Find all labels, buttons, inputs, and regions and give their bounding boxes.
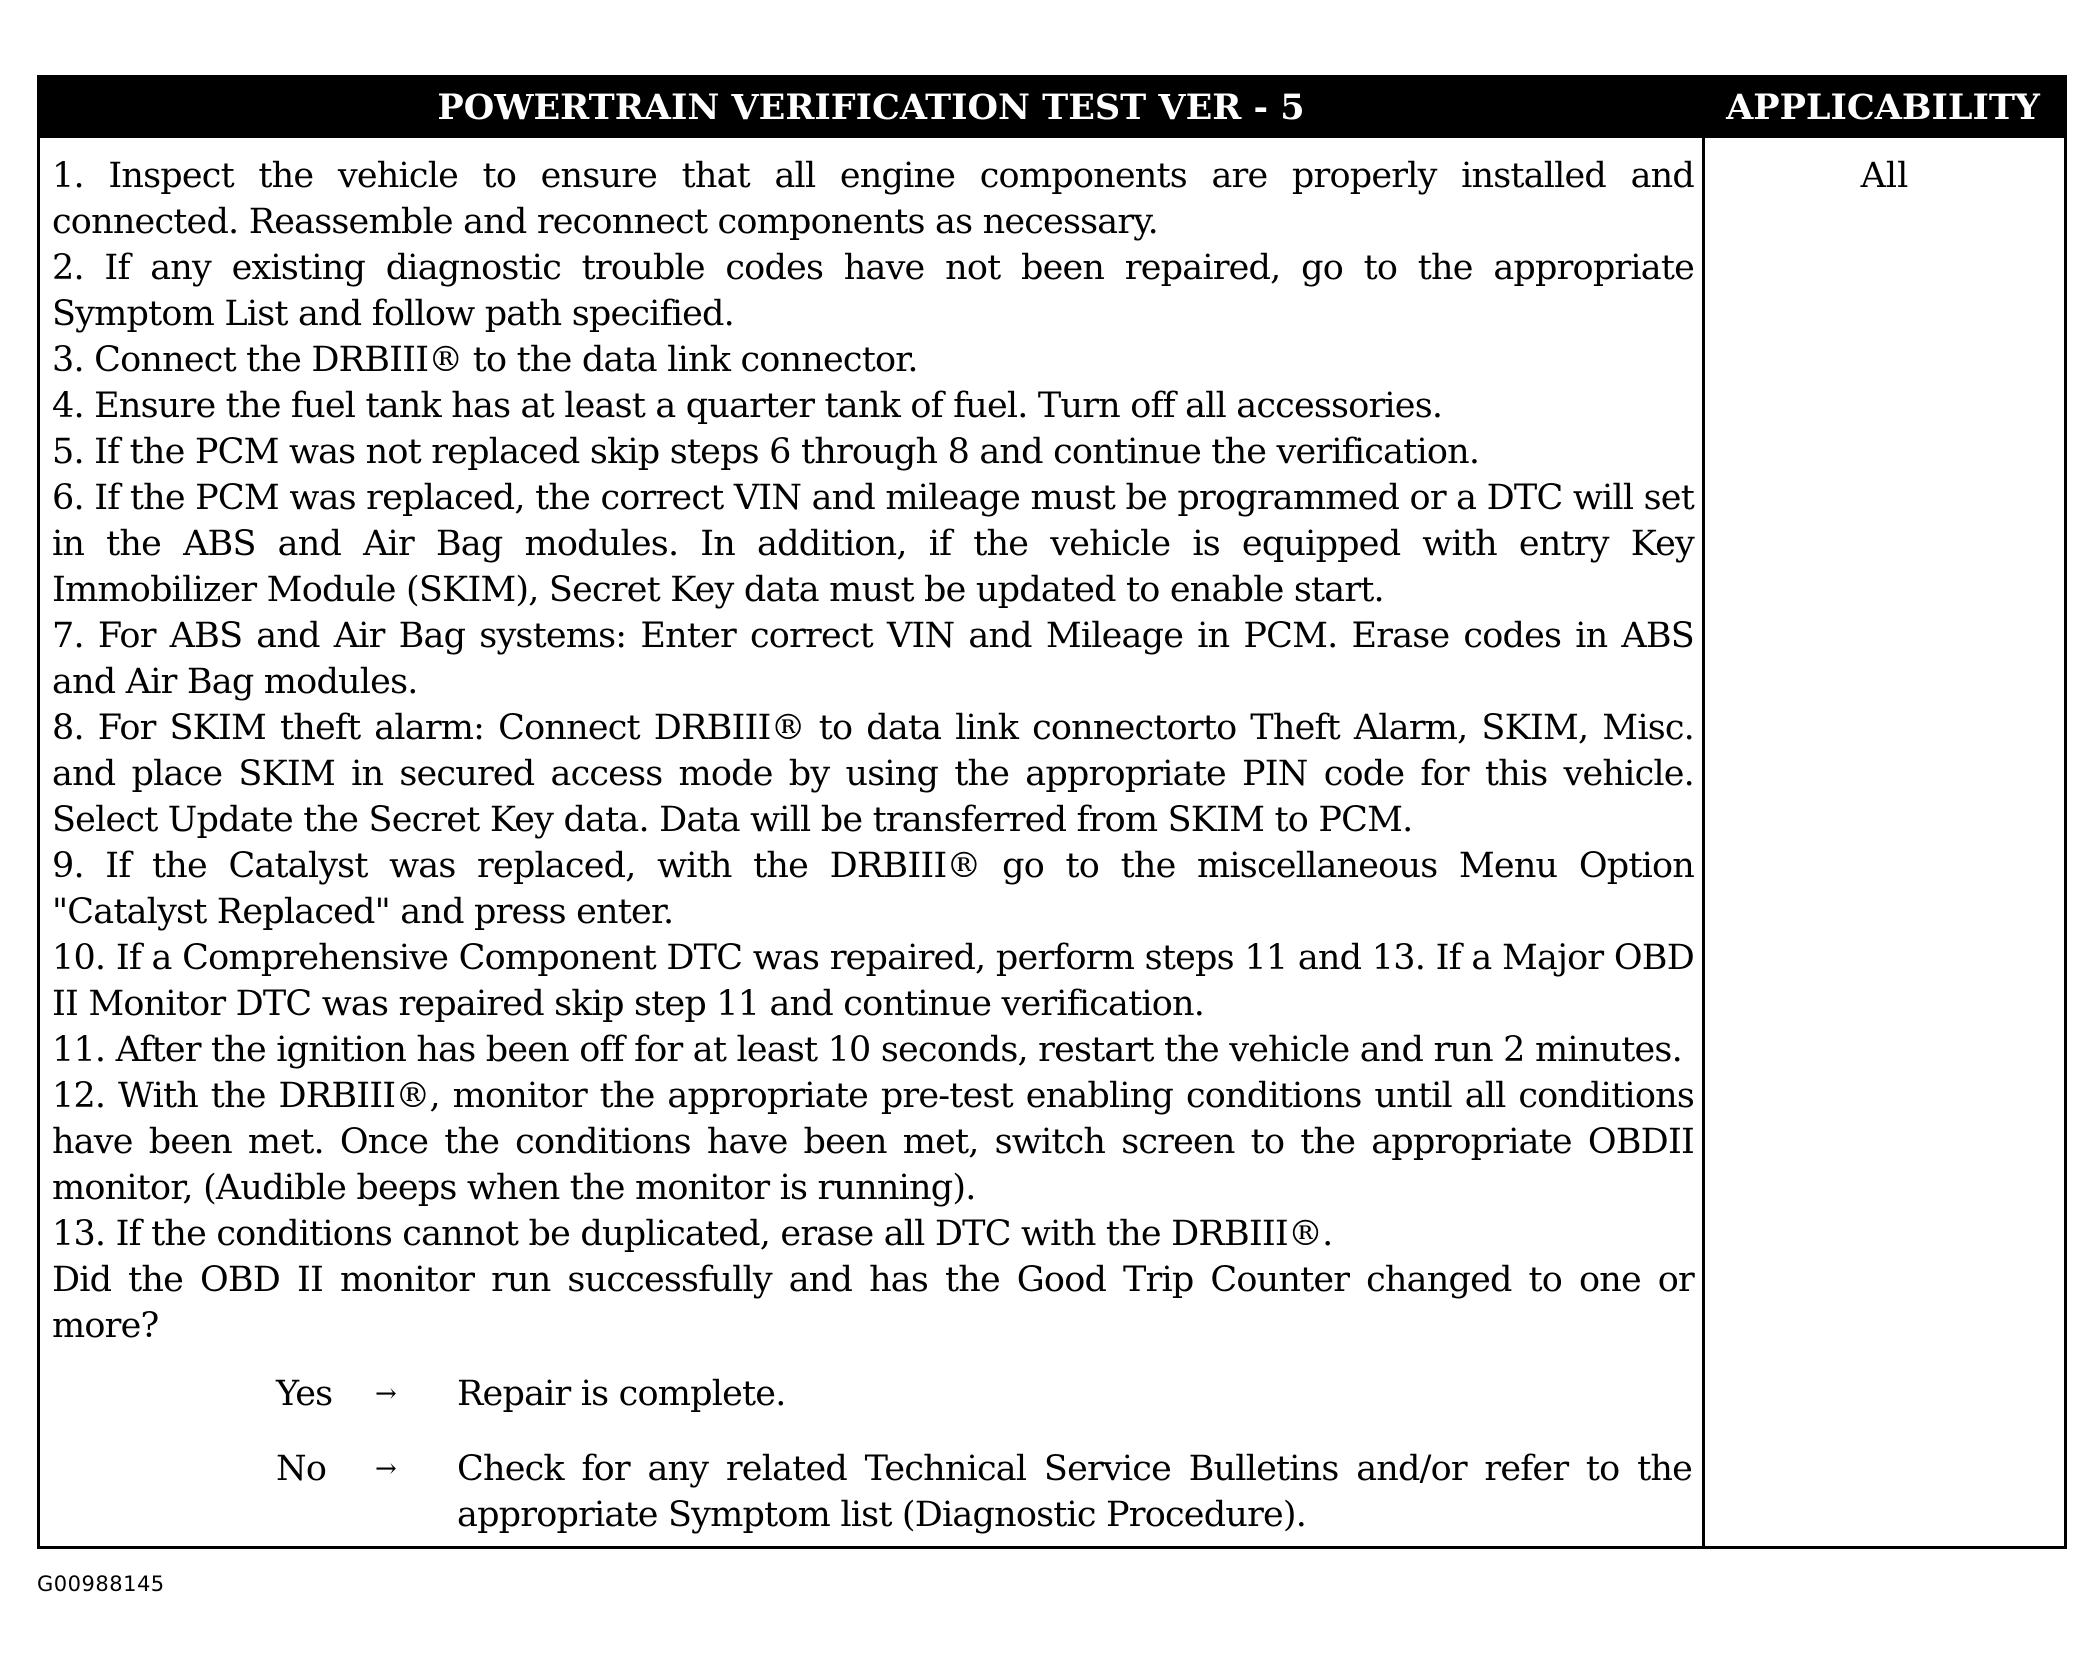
step-7: 7. For ABS and Air Bag systems: Enter correct VIN and Mileage in PCM. Erase codes in ABS and Air Bag modules. bbox=[52, 616, 1694, 702]
yes-label: Yes bbox=[276, 1374, 333, 1414]
step-8: 8. For SKIM theft alarm: Connect DRBIII® to data link connectorto Theft Alarm, SKIM, Misc. and place SKIM in secured access mode by using the appropriate PIN code for this vehicle. Select Update the Secret Key data. Data will be transferred from SKIM to PCM. bbox=[52, 708, 1694, 840]
table-header-row bbox=[40, 78, 2064, 138]
verification-question: Did the OBD II monitor run successfully and has the Good Trip Counter changed to one or more? bbox=[52, 1260, 1694, 1346]
step-1: 1. Inspect the vehicle to ensure that all engine components are properly installed and connected. Reassemble and reconnect components as necessary. bbox=[52, 156, 1694, 242]
step-2: 2. If any existing diagnostic trouble codes have not been repaired, go to the appropriate Symptom List and follow path specified. bbox=[52, 248, 1694, 334]
step-11: 11. After the ignition has been off for at least 10 seconds, restart the vehicle and run 2 minutes. bbox=[52, 1030, 1682, 1070]
step-6: 6. If the PCM was replaced, the correct VIN and mileage must be programmed or a DTC will set in the ABS and Air Bag modules. In addition, if the vehicle is equipped with entry Key Immobilizer Module (SKIM), Secret Key data must be updated to enable start. bbox=[52, 478, 1694, 610]
step-10: 10. If a Comprehensive Component DTC was repaired, perform steps 11 and 13. If a Major OBD II Monitor DTC was repaired skip step 11 and continue verification. bbox=[52, 938, 1694, 1024]
figure-id: G00988145 bbox=[37, 1572, 165, 1596]
step-12: 12. With the DRBIII®, monitor the appropriate pre-test enabling conditions until all conditions have been met. Once the conditions have been met, switch screen to the appropriate OBDII monitor, (Audible beeps when the monitor is running). bbox=[52, 1076, 1694, 1208]
no-result-text: Check for any related Technical Service Bulletins and/or refer to the appropriate Symptom list (Diagnostic Procedure). bbox=[457, 1449, 1692, 1535]
step-9: 9. If the Catalyst was replaced, with the DRBIII® go to the miscellaneous Menu Option "Catalyst Replaced" and press enter. bbox=[52, 846, 1694, 932]
applicability-value: All bbox=[1860, 156, 1909, 196]
procedure-table bbox=[37, 75, 2067, 1549]
step-3: 3. Connect the DRBIII® to the data link connector. bbox=[52, 340, 918, 380]
no-label: No bbox=[276, 1449, 327, 1489]
outcome-no bbox=[52, 1446, 1694, 1538]
steps-column bbox=[52, 153, 1694, 1538]
test-title-header: POWERTRAIN VERIFICATION TEST VER - 5 bbox=[437, 87, 1305, 128]
right-arrow-icon: → bbox=[375, 1379, 396, 1409]
step-4: 4. Ensure the fuel tank has at least a quarter tank of fuel. Turn off all accessories. bbox=[52, 386, 1443, 426]
column-divider bbox=[1702, 138, 1705, 1546]
outcome-yes bbox=[52, 1371, 1694, 1417]
right-arrow-icon: → bbox=[375, 1454, 396, 1484]
step-13: 13. If the conditions cannot be duplicated, erase all DTC with the DRBIII®. bbox=[52, 1214, 1333, 1254]
yes-result-text: Repair is complete. bbox=[457, 1374, 786, 1414]
applicability-header: APPLICABILITY bbox=[1726, 87, 2040, 128]
step-5: 5. If the PCM was not replaced skip steps 6 through 8 and continue the verification. bbox=[52, 432, 1480, 472]
